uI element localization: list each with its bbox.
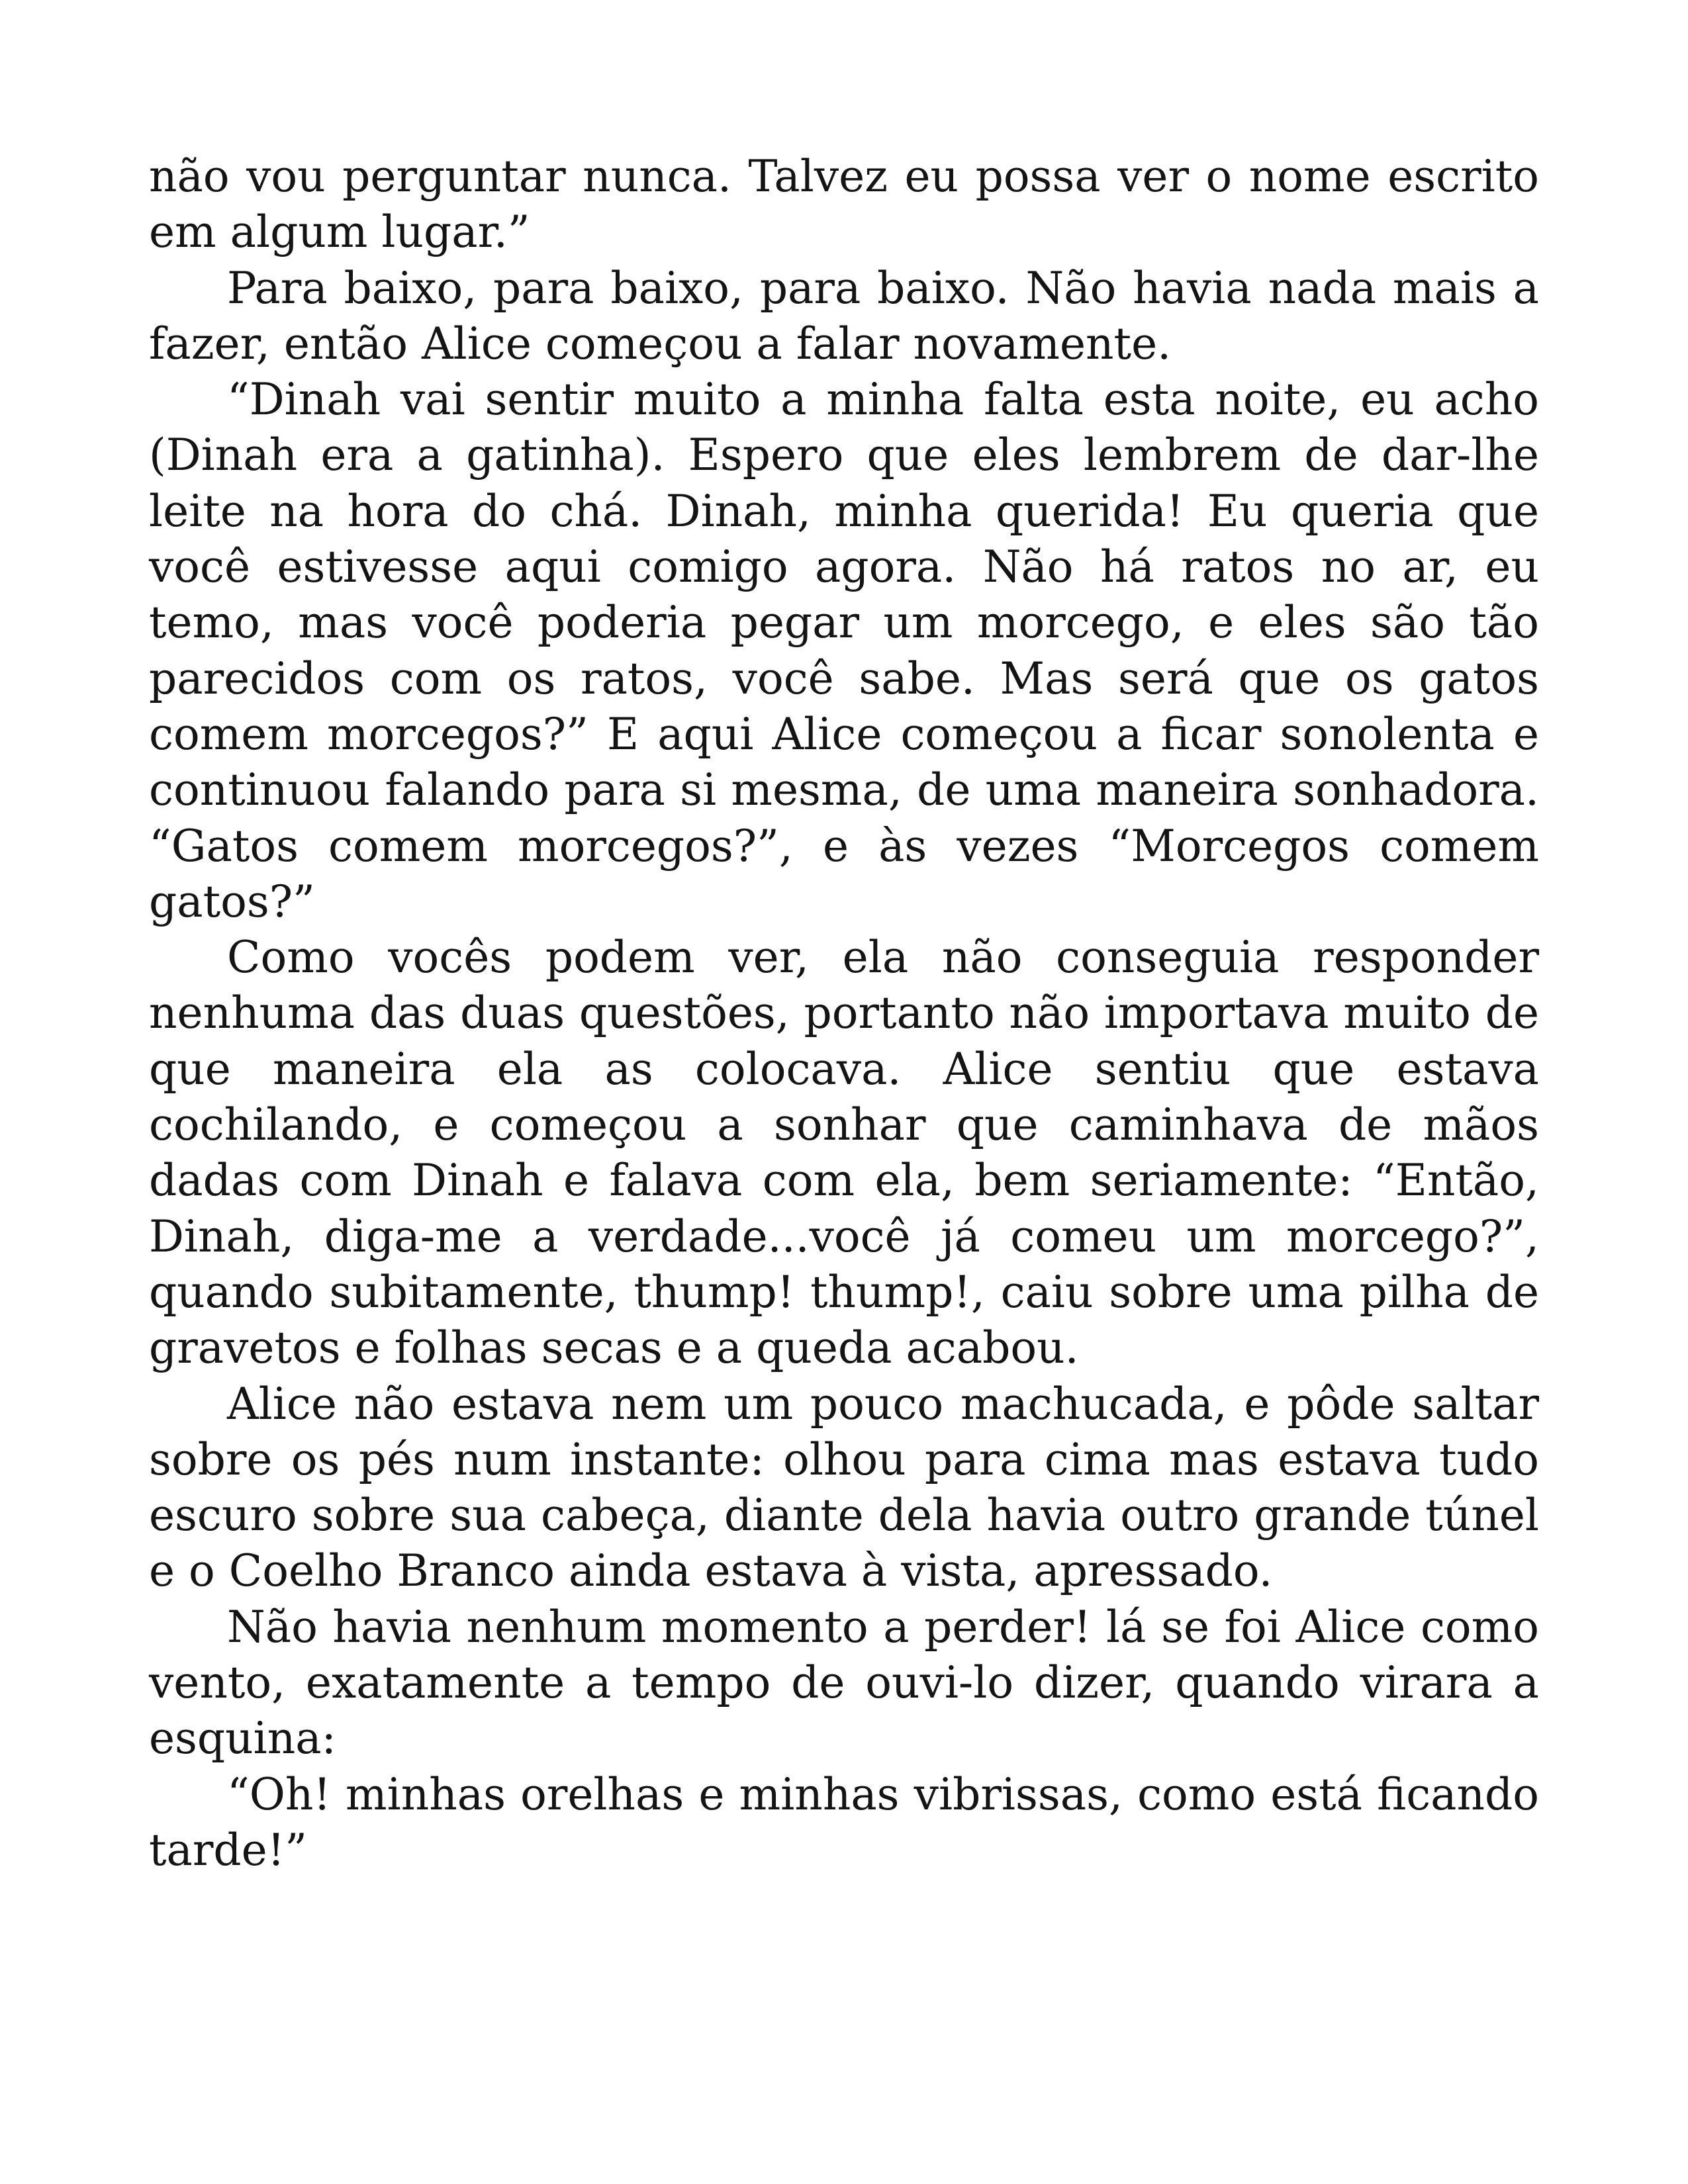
page-text [149,149,1539,1878]
paragraph-6: Não havia nenhum momento a perder! lá se foi Alice como vento, exatamente a tempo de ouvi-lo dizer, quando virara a esquina: [149,1601,1539,1764]
paragraph-5: Alice não estava nem um pouco machucada, e pôde saltar sobre os pés num instante: olhou para cima mas estava tudo escuro sobre sua cabeça, diante dela havia outro grande túnel e o Coelho Branco ainda estava à vista, apressado. [149,1378,1539,1597]
paragraph-2: Para baixo, para baixo, para baixo. Não havia nada mais a fazer, então Alice começou a falar novamente. [149,262,1539,369]
paragraph-4: Como vocês podem ver, ela não conseguia responder nenhuma das duas questões, portanto não importava muito de que maneira ela as colocava. Alice sentiu que estava cochilando, e começou a sonhar que caminhava de mãos dadas com Dinah e falava com ela, bem seriamente: “Então, Dinah, diga-me a verdade...você já comeu um morcego?”, quando subitamente, thump! thump!, caiu sobre uma pilha de gravetos e folhas secas e a queda acabou. [149,932,1539,1374]
paragraph-7: “Oh! minhas orelhas e minhas vibrissas, como está ficando tarde!” [149,1768,1539,1876]
paragraph-3: “Dinah vai sentir muito a minha falta esta noite, eu acho (Dinah era a gatinha). Espero que eles lembrem de dar-lhe leite na hora do chá. Dinah, minha querida! Eu queria que você estivesse aqui comigo agora. Não há ratos no ar, eu temo, mas você poderia pegar um morcego, e eles são tão parecidos com os ratos, você sabe. Mas será que os gatos comem morcegos?” E aqui Alice começou a ficar sonolenta e continuou falando para si mesma, de uma maneira sonhadora. “Gatos comem morcegos?”, e às vezes “Morcegos comem gatos?” [149,374,1539,927]
paragraph-1: não vou perguntar nunca. Talvez eu possa ver o nome escrito em algum lugar.” [149,151,1539,258]
